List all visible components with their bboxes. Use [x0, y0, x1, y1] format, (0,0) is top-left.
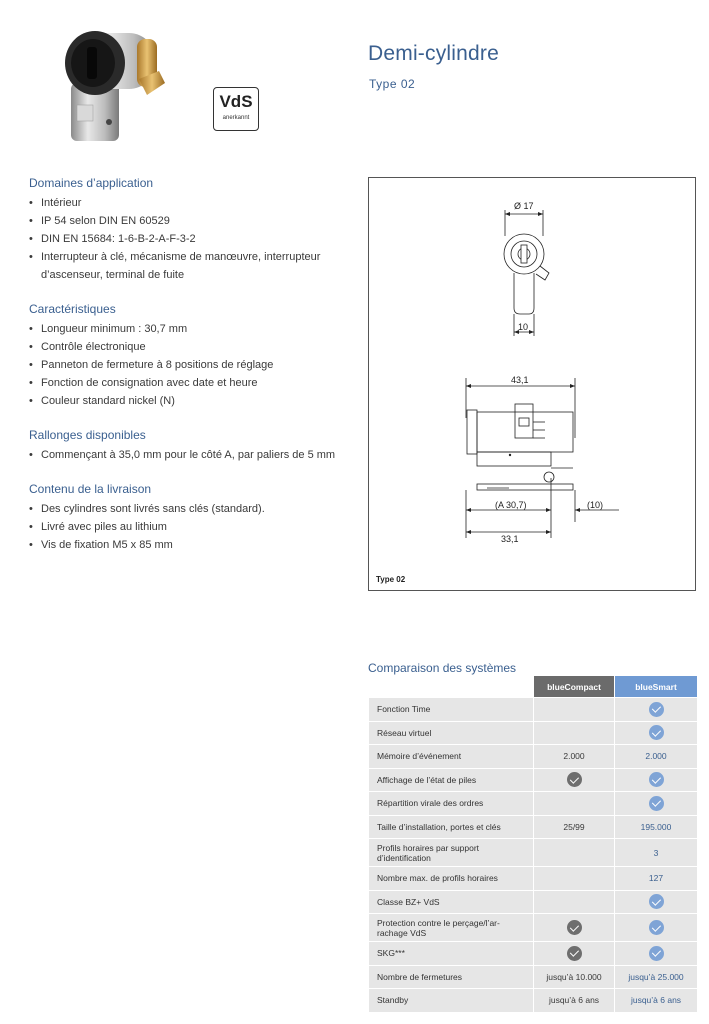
- table-row: [369, 942, 698, 966]
- technical-drawing-svg: [369, 178, 695, 590]
- table-row: [369, 989, 698, 1013]
- list-item: • Vis de fixation M5 x 85 mm: [29, 536, 349, 554]
- section-heading: Rallonges disponibles: [29, 428, 146, 442]
- smart-value-cell: 127: [615, 867, 698, 891]
- list-item: • Longueur minimum : 30,7 mm: [29, 320, 349, 338]
- vds-logo-subtext: anerkannt: [222, 115, 250, 121]
- checkmark-icon: [649, 920, 664, 935]
- smart-value-cell: [615, 792, 698, 816]
- section-heading: Caractéristiques: [29, 302, 116, 316]
- specifications: [29, 176, 349, 572]
- smart-value-cell: [615, 914, 698, 942]
- smart-value-cell: 2.000: [615, 745, 698, 769]
- table-row: [369, 965, 698, 989]
- table-row: [369, 792, 698, 816]
- comparison-title: Comparaison des systèmes: [368, 661, 517, 675]
- section-extensions: [29, 428, 349, 464]
- table-row: [369, 867, 698, 891]
- checkmark-icon: [649, 725, 664, 740]
- compact-value-cell: [534, 792, 615, 816]
- dim-diameter: Ø 17: [514, 201, 534, 211]
- comparison-table: [368, 675, 698, 1013]
- smart-value-cell: [615, 768, 698, 792]
- list-item: • IP 54 selon DIN EN 60529: [29, 212, 349, 230]
- table-row: [369, 890, 698, 914]
- compact-value-cell: [534, 914, 615, 942]
- table-row: [369, 745, 698, 769]
- checkmark-icon: [649, 946, 664, 961]
- feature-cell: Répartition virale des ordres: [369, 792, 534, 816]
- table-row: [369, 839, 698, 867]
- compact-value-cell: 2.000: [534, 745, 615, 769]
- compact-value-cell: jusqu’à 6 ans: [534, 989, 615, 1013]
- list-item: • Livré avec piles au lithium: [29, 518, 349, 536]
- table-row: [369, 768, 698, 792]
- compact-value-cell: [534, 839, 615, 867]
- smart-value-cell: [615, 890, 698, 914]
- compact-value-cell: [534, 698, 615, 722]
- section-application-domains: [29, 176, 349, 284]
- checkmark-icon: [567, 920, 582, 935]
- smart-value-cell: 195.000: [615, 815, 698, 839]
- page-title: Demi-cylindre: [368, 42, 499, 65]
- section-heading: Domaines d’application: [29, 176, 154, 190]
- feature-cell: Réseau virtuel: [369, 721, 534, 745]
- list-item: • Fonction de consignation avec date et heure: [29, 374, 349, 392]
- checkmark-icon: [649, 702, 664, 717]
- feature-cell: Nombre max. de profils horaires: [369, 867, 534, 891]
- table-row: [369, 914, 698, 942]
- dim-total-length: 43,1: [511, 375, 529, 385]
- dim-body-length: 33,1: [501, 534, 519, 544]
- feature-cell: Classe BZ+ VdS: [369, 890, 534, 914]
- section-heading: Contenu de la livraison: [29, 482, 152, 496]
- vds-logo-text: VdS: [219, 92, 253, 111]
- table-row: [369, 721, 698, 745]
- smart-value-cell: [615, 698, 698, 722]
- feature-cell: Nombre de fermetures: [369, 965, 534, 989]
- section-characteristics: [29, 302, 349, 410]
- cylinder-photo-illustration: [55, 25, 175, 147]
- list-item: • Intérieur: [29, 194, 349, 212]
- list-item: • DIN EN 15684: 1-6-B-2-A-F-3-2: [29, 230, 349, 248]
- header-empty: [369, 676, 534, 698]
- list-item: • Commençant à 35,0 mm pour le côté A, par paliers de 5 mm: [29, 446, 349, 464]
- list-item: • Interrupteur à clé, mécanisme de manœuvre, interrupteur d’ascenseur, terminal de fuite: [29, 248, 349, 284]
- compact-value-cell: [534, 867, 615, 891]
- compact-value-cell: jusqu’à 10.000: [534, 965, 615, 989]
- checkmark-icon: [567, 772, 582, 787]
- drawing-caption: Type 02: [376, 575, 406, 584]
- header-bluesmart: blueSmart: [615, 676, 698, 698]
- list-item: • Des cylindres sont livrés sans clés (standard).: [29, 500, 349, 518]
- feature-cell: Affichage de l’état de piles: [369, 768, 534, 792]
- checkmark-icon: [649, 796, 664, 811]
- dim-extension: (10): [587, 500, 604, 510]
- technical-drawing: [368, 177, 696, 591]
- feature-cell: Fonction Time: [369, 698, 534, 722]
- dim-a-length: (A 30,7): [495, 500, 527, 510]
- dim-width: 10: [518, 322, 529, 332]
- vds-certification-logo: [213, 87, 259, 131]
- checkmark-icon: [567, 946, 582, 961]
- smart-value-cell: 3: [615, 839, 698, 867]
- feature-cell: Standby: [369, 989, 534, 1013]
- list-item: • Panneton de fermeture à 8 positions de réglage: [29, 356, 349, 374]
- section-delivery-contents: [29, 482, 349, 554]
- smart-value-cell: [615, 721, 698, 745]
- checkmark-icon: [649, 894, 664, 909]
- checkmark-icon: [649, 772, 664, 787]
- list-item: • Contrôle électronique: [29, 338, 349, 356]
- product-type: Type 02: [369, 77, 416, 91]
- compact-value-cell: [534, 721, 615, 745]
- compact-value-cell: 25/99: [534, 815, 615, 839]
- compact-value-cell: [534, 942, 615, 966]
- table-row: [369, 698, 698, 722]
- feature-cell: SKG***: [369, 942, 534, 966]
- feature-cell: Protection contre le perçage/l’ar-rachage VdS: [369, 914, 534, 942]
- table-row: [369, 815, 698, 839]
- feature-cell: Taille d’installation, portes et clés: [369, 815, 534, 839]
- smart-value-cell: [615, 942, 698, 966]
- compact-value-cell: [534, 890, 615, 914]
- list-item: • Couleur standard nickel (N): [29, 392, 349, 410]
- product-photo: [55, 25, 175, 147]
- smart-value-cell: jusqu’à 25.000: [615, 965, 698, 989]
- compact-value-cell: [534, 768, 615, 792]
- smart-value-cell: jusqu’à 6 ans: [615, 989, 698, 1013]
- feature-cell: Profils horaires par support d’identification: [369, 839, 534, 867]
- feature-cell: Mémoire d’événement: [369, 745, 534, 769]
- header-bluecompact: blueCompact: [534, 676, 615, 698]
- table-header-row: [369, 676, 698, 698]
